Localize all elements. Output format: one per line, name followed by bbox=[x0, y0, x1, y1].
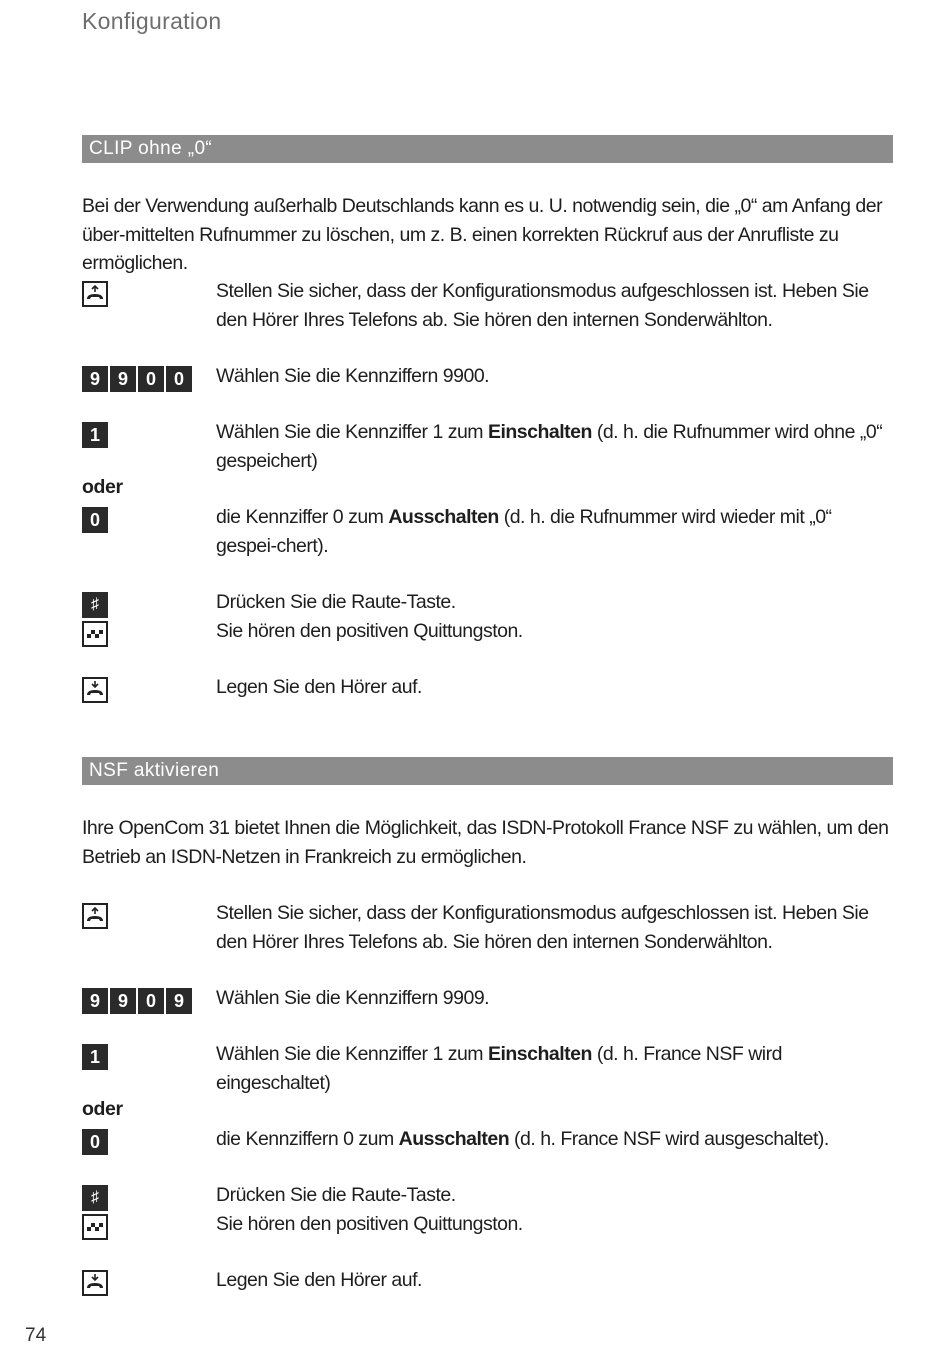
section-heading-nsf: NSF aktivieren bbox=[82, 757, 893, 785]
key-digit: 9 bbox=[82, 366, 108, 392]
step-off-text: die Kennziffer 0 zum Ausschalten (d. h. die Rufnummer wird wieder mit „0“ gespei-chert). bbox=[216, 506, 832, 557]
key-digit: 0 bbox=[82, 1129, 108, 1155]
step-hangup-text: Legen Sie den Hörer auf. bbox=[216, 1269, 422, 1291]
key-on bbox=[82, 422, 110, 448]
step-tone-text: Sie hören den positiven Quittungston. bbox=[216, 620, 523, 642]
page-header-title: Konfiguration bbox=[82, 8, 222, 34]
handset-offhook-icon bbox=[82, 281, 108, 307]
key-digit: 9 bbox=[82, 988, 108, 1014]
section-intro-nsf: Ihre OpenCom 31 bietet Ihnen die Möglichkeit, das ISDN-Protokoll France NSF zu wählen, um den Betrieb an ISDN-Netzen in Frankreich zu ermöglichen. bbox=[82, 817, 889, 868]
key-digit: 9 bbox=[166, 988, 192, 1014]
hash-key-icon: ♯ bbox=[82, 592, 108, 618]
key-digit: 0 bbox=[138, 366, 164, 392]
key-digit: 9 bbox=[110, 988, 136, 1014]
step-hash-text: Drücken Sie die Raute-Taste. bbox=[216, 1184, 456, 1206]
section-heading-clip: CLIP ohne „0“ bbox=[82, 135, 893, 163]
handset-offhook-icon bbox=[82, 903, 108, 929]
key-digit: 0 bbox=[166, 366, 192, 392]
step-offhook-text: Stellen Sie sicher, dass der Konfigurationsmodus aufgeschlossen ist. Heben Sie den Hörer Ihres Telefons ab. Sie hören den internen Sonderwählton. bbox=[216, 280, 869, 331]
handset-hangup-icon bbox=[82, 1270, 108, 1296]
step-tone-text: Sie hören den positiven Quittungston. bbox=[216, 1213, 523, 1235]
step-dial-text: Wählen Sie die Kennziffern 9909. bbox=[216, 987, 490, 1009]
step-hash-text: Drücken Sie die Raute-Taste. bbox=[216, 591, 456, 613]
step-off-text: die Kennziffern 0 zum Ausschalten (d. h. France NSF wird ausgeschaltet). bbox=[216, 1128, 829, 1150]
key-on bbox=[82, 1044, 110, 1070]
step-on-text: Wählen Sie die Kennziffer 1 zum Einschalten (d. h. France NSF wird eingeschaltet) bbox=[216, 1043, 782, 1094]
hash-key-icon: ♯ bbox=[82, 1185, 108, 1211]
step-on-text: Wählen Sie die Kennziffer 1 zum Einschalten (d. h. die Rufnummer wird ohne „0“ gespeichert) bbox=[216, 421, 883, 472]
key-digit: 0 bbox=[138, 988, 164, 1014]
step-dial-text: Wählen Sie die Kennziffern 9900. bbox=[216, 365, 490, 387]
key-digit: 9 bbox=[110, 366, 136, 392]
step-offhook-text: Stellen Sie sicher, dass der Konfigurationsmodus aufgeschlossen ist. Heben Sie den Hörer Ihres Telefons ab. Sie hören den internen Sonderwählton. bbox=[216, 902, 869, 953]
key-digit: 1 bbox=[82, 1044, 108, 1070]
oder-label: oder bbox=[82, 1098, 123, 1120]
key-off bbox=[82, 507, 110, 533]
positive-tone-icon bbox=[82, 1214, 108, 1240]
oder-label: oder bbox=[82, 476, 123, 498]
positive-tone-icon bbox=[82, 621, 108, 647]
step-hangup-text: Legen Sie den Hörer auf. bbox=[216, 676, 422, 698]
key-digit: 0 bbox=[82, 507, 108, 533]
page-number: 74 bbox=[25, 1325, 47, 1346]
handset-hangup-icon bbox=[82, 677, 108, 703]
key-off bbox=[82, 1129, 110, 1155]
dial-keys-9909 bbox=[82, 988, 194, 1014]
dial-keys-9900 bbox=[82, 366, 194, 392]
section-intro-clip: Bei der Verwendung außerhalb Deutschlands kann es u. U. notwendig sein, die „0“ am Anfang der über-mittelten Rufnummer zu löschen, um z. B. einen korrekten Rückruf aus der Anrufliste zu ermöglichen. bbox=[82, 195, 883, 274]
key-digit: 1 bbox=[82, 422, 108, 448]
